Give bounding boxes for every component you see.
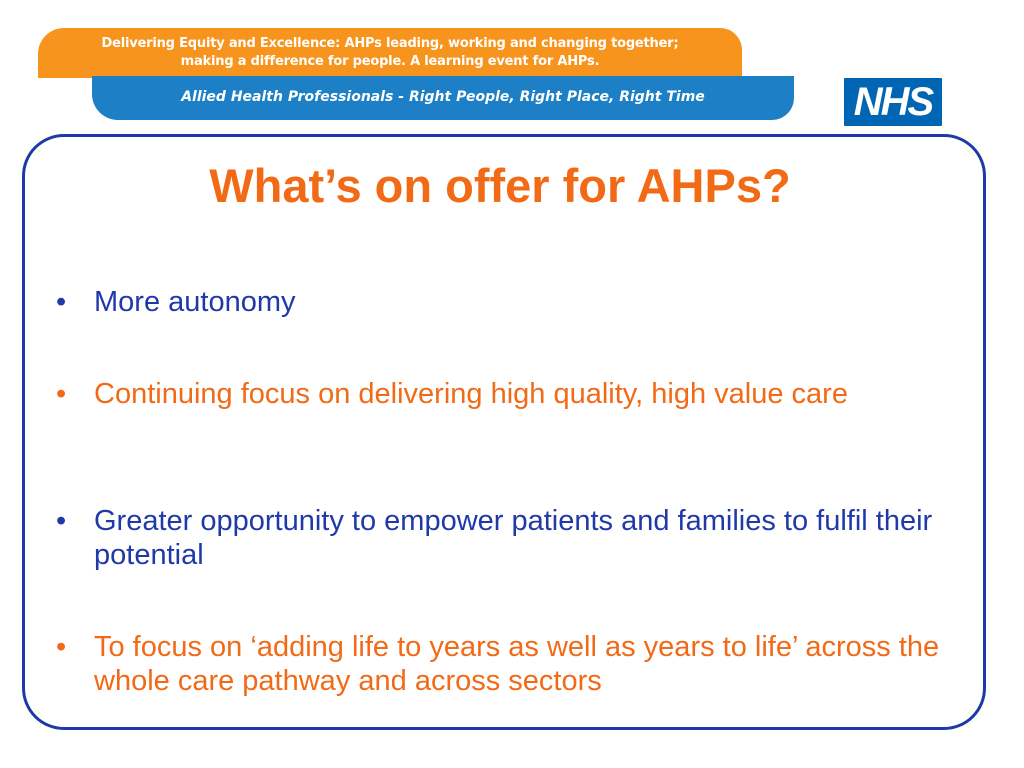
- bullet-text: More autonomy: [94, 286, 296, 318]
- event-title-line-1: Delivering Equity and Excellence: AHPs leading, working and changing together;: [101, 36, 679, 51]
- bullet-text: Continuing focus on delivering high quality, high value care: [94, 378, 848, 410]
- nhs-logo-text: NHS: [853, 80, 933, 124]
- slide-title: What’s on offer for AHPs?: [209, 159, 791, 212]
- bullet-dot-icon: •: [56, 378, 67, 410]
- event-banner: [38, 28, 742, 78]
- tagline: Allied Health Professionals - Right People, Right Place, Right Time: [181, 89, 705, 105]
- bullet-dot-icon: •: [56, 286, 67, 318]
- tagline-banner: [92, 76, 794, 120]
- bullet-text: Greater opportunity to empower patients and families to fulfil their potential: [94, 505, 933, 571]
- nhs-logo: [844, 78, 942, 126]
- bullet-dot-icon: •: [56, 631, 67, 663]
- bullet-item: [56, 377, 848, 411]
- bullet-item: [56, 504, 956, 572]
- bullet-text: To focus on ‘adding life to years as well as years to life’ across the whole care pathway and across sectors: [94, 631, 940, 697]
- bullet-item: [56, 285, 296, 319]
- bullet-item: [56, 630, 956, 698]
- event-title-line-2: making a difference for people. A learning event for AHPs.: [180, 54, 600, 69]
- bullet-dot-icon: •: [56, 505, 67, 537]
